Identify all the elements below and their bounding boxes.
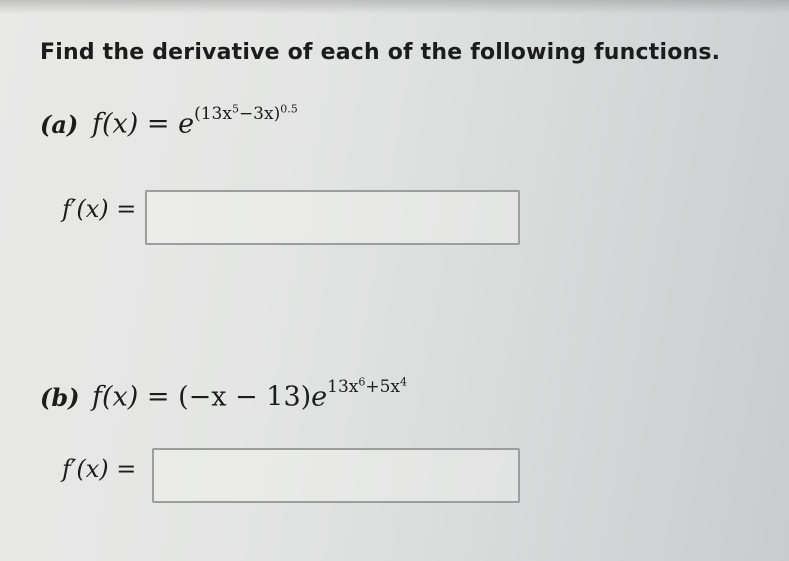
part-b-exponent-b: +5x: [365, 376, 401, 397]
part-b-label: (b): [40, 383, 80, 412]
part-b-answer-box[interactable]: [152, 448, 520, 503]
part-b-factor: (−x − 13): [178, 381, 312, 413]
part-a-function: [92, 102, 298, 140]
part-a-answer-box[interactable]: [145, 190, 520, 245]
part-a-derivative-label: [62, 195, 136, 223]
part-b-base: e: [311, 381, 328, 413]
part-a-exponent: [194, 104, 298, 124]
part-b-derivative-label: [62, 455, 136, 483]
part-a-derivative-lhs: f′(x) =: [62, 195, 137, 223]
part-b-exponent-b-power: 4: [400, 375, 408, 388]
part-a-base: e: [178, 108, 195, 140]
part-b-exponent-a-power: 6: [358, 375, 366, 388]
part-b-function-lhs: f(x) =: [92, 381, 170, 413]
part-a-function-lhs: f(x) =: [92, 108, 170, 140]
part-a-exponent-power: 5: [231, 102, 239, 115]
instruction-text: Find the derivative of each of the following functions.: [40, 40, 721, 65]
part-a-exponent-outer: 0.5: [280, 102, 298, 115]
top-edge-shadow: [0, 0, 789, 14]
part-b-exponent-a: 13x: [327, 376, 359, 397]
part-b-function: [92, 375, 408, 413]
part-a-exponent-group: (13x: [194, 103, 232, 124]
part-b-derivative-lhs: f′(x) =: [62, 455, 137, 483]
part-a-exponent-rest: −3x): [238, 103, 281, 124]
part-b-exponent: [327, 377, 407, 397]
part-a-label: (a): [40, 110, 79, 139]
